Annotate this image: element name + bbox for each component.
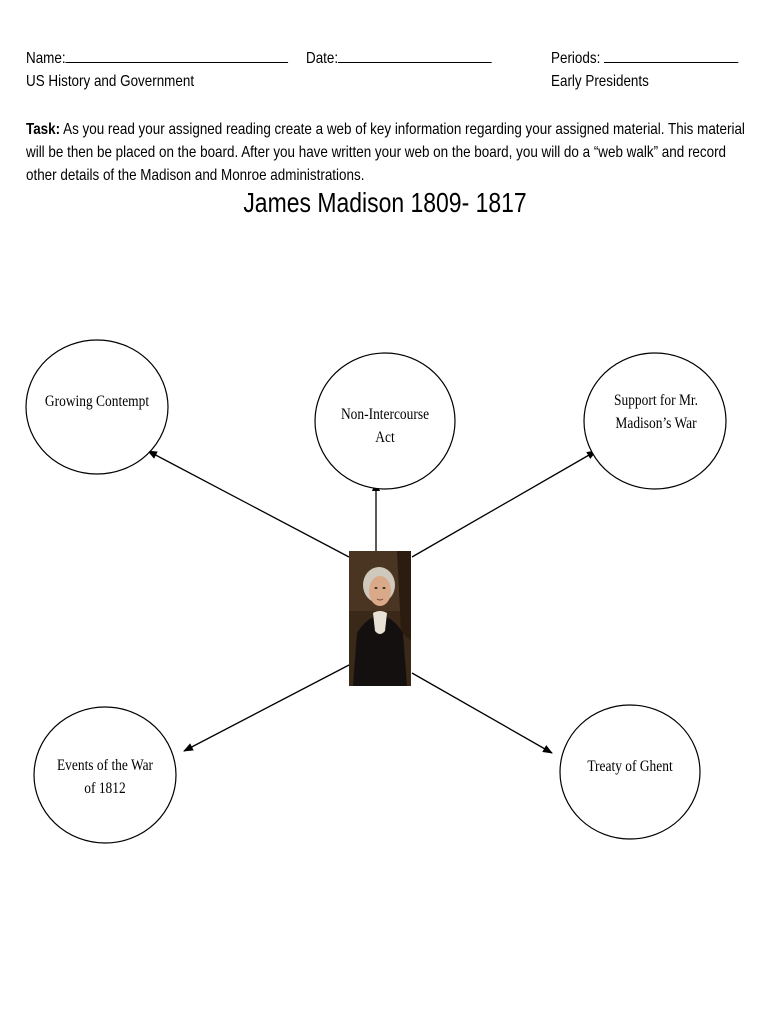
unit-name: Early Presidents [551, 73, 649, 90]
node-growing-contempt [38, 390, 156, 413]
periods-label: Periods: [551, 50, 601, 67]
node-events-line1: Events of the War [56, 757, 154, 774]
arrow-support [412, 451, 596, 557]
node-events-line2: of 1812 [84, 780, 126, 797]
node-treaty [571, 755, 689, 778]
node-support-line1: Support for Mr. [614, 392, 698, 409]
task-label: Task: [26, 121, 61, 138]
page-title: James Madison 1809- 1817 [243, 187, 527, 218]
portrait-icon [349, 551, 411, 686]
course-name: US History and Government [26, 73, 195, 90]
node-non-intercourse-line1: Non-Intercourse [340, 406, 430, 423]
arrow-growing-contempt [148, 451, 349, 557]
task-text: As you read your assigned reading create a web of key information regarding your assigned material. This material will be then be placed on the board. After you have written your web on the board, you will do a “web walk” and record other details of the Madison and Monroe administrations. [26, 121, 745, 184]
node-non-intercourse-line2: Act [375, 429, 395, 446]
node-events [46, 754, 164, 800]
node-treaty-text: Treaty of Ghent [587, 758, 673, 775]
portrait-drawing [349, 551, 411, 686]
date-label: Date: [306, 50, 339, 67]
arrow-events [184, 665, 349, 751]
arrow-treaty [412, 673, 552, 753]
node-growing-contempt-text: Growing Contempt [44, 393, 150, 410]
node-support [597, 389, 715, 435]
node-non-intercourse [326, 403, 444, 449]
node-support-line2: Madison’s War [615, 415, 697, 432]
name-label: Name: [26, 50, 66, 67]
